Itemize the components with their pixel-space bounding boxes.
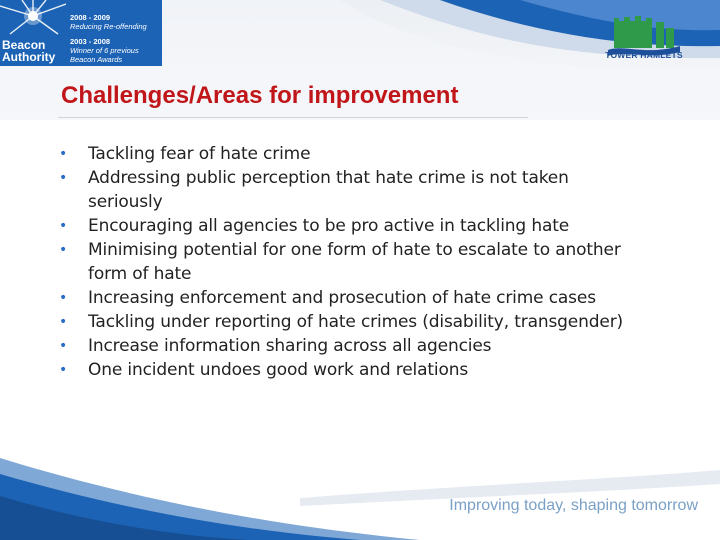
award-year-1: 2008 - 2009 bbox=[70, 13, 111, 22]
bullet-dot-icon: • bbox=[59, 242, 68, 258]
bullet-dot-icon: • bbox=[59, 170, 68, 186]
bullet-text: One incident undoes good work and relations bbox=[88, 360, 469, 380]
bullet-text: Encouraging all agencies to be pro active in tackling hate bbox=[88, 216, 570, 236]
title-divider bbox=[58, 117, 528, 118]
bullet-dot-icon: • bbox=[59, 314, 68, 330]
bullet-item bbox=[59, 214, 699, 238]
slide-title: Challenges/Areas for improvement bbox=[61, 82, 459, 109]
bullet-text: Minimising potential for one form of hate to escalate to another form of hate bbox=[88, 240, 621, 284]
bullet-item bbox=[59, 310, 699, 334]
bullet-item bbox=[59, 286, 699, 310]
bullet-dot-icon: • bbox=[59, 218, 68, 234]
beacon-awards-panel bbox=[66, 0, 162, 66]
bullet-dot-icon: • bbox=[59, 362, 68, 378]
bullet-text: Increasing enforcement and prosecution of hate crime cases bbox=[88, 288, 596, 308]
beacon-authority-logo bbox=[0, 0, 66, 66]
bullet-text: Tackling under reporting of hate crimes (disability, transgender) bbox=[88, 312, 624, 332]
bullet-item bbox=[59, 334, 699, 358]
footer-swoosh bbox=[0, 440, 720, 540]
bullet-text: Increase information sharing across all agencies bbox=[88, 336, 492, 356]
award-year-2: 2003 - 2008 bbox=[70, 37, 111, 46]
bullet-text: Tackling fear of hate crime bbox=[88, 144, 311, 164]
bullet-dot-icon: • bbox=[59, 146, 68, 162]
award-text-1: Reducing Re-offending bbox=[70, 22, 147, 31]
footer-tagline: Improving today, shaping tomorrow bbox=[449, 497, 698, 514]
beacon-line1: Beacon bbox=[2, 38, 46, 52]
award-text-2: Winner of 6 previous bbox=[70, 46, 139, 55]
bullet-dot-icon: • bbox=[59, 338, 68, 354]
bullet-dot-icon: • bbox=[59, 290, 68, 306]
bullet-item bbox=[59, 166, 699, 214]
award-text-2b: Beacon Awards bbox=[70, 55, 123, 64]
beacon-line2: Authority bbox=[2, 50, 56, 64]
bullet-item bbox=[59, 358, 699, 382]
bullet-item bbox=[59, 238, 699, 286]
bullet-text: Addressing public perception that hate crime is not taken seriously bbox=[88, 168, 569, 212]
tower-hamlets-wordmark: TOWER HAMLETS bbox=[605, 50, 683, 60]
bullet-item bbox=[59, 142, 699, 166]
bullet-list bbox=[59, 142, 699, 382]
